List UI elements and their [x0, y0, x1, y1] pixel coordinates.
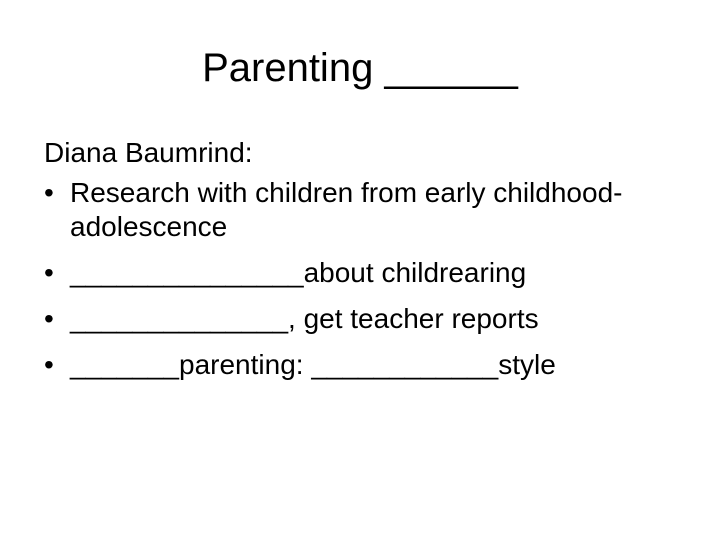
bullet-list — [44, 176, 684, 382]
bullet-text: about childrearing — [303, 257, 527, 288]
slide-content — [44, 136, 684, 394]
bullet-icon: • — [44, 349, 54, 380]
bullet-item-research — [44, 176, 684, 244]
bullet-text-second: style — [498, 349, 556, 380]
bullet-item-childrearing — [44, 256, 684, 290]
bullet-text: parenting: — [179, 349, 312, 380]
slide-title-blank: ______ — [384, 46, 518, 90]
bullet-item-teacher-reports — [44, 302, 684, 336]
bullet-blank: ______________ — [70, 303, 289, 334]
bullet-text: Research with children from early childhood-adolescence — [70, 177, 623, 242]
bullet-blank-second: ____________ — [311, 349, 499, 380]
intro-line: Diana Baumrind: — [44, 137, 253, 168]
bullet-blank: _______ — [70, 349, 180, 380]
slide-title — [0, 44, 720, 92]
bullet-icon: • — [44, 303, 54, 334]
slide-title-text: Parenting — [202, 46, 374, 90]
bullet-blank: _______________ — [70, 257, 304, 288]
bullet-icon: • — [44, 177, 54, 208]
bullet-icon: • — [44, 257, 54, 288]
bullet-item-parenting-style — [44, 348, 684, 382]
bullet-text: , get teacher reports — [288, 303, 539, 334]
